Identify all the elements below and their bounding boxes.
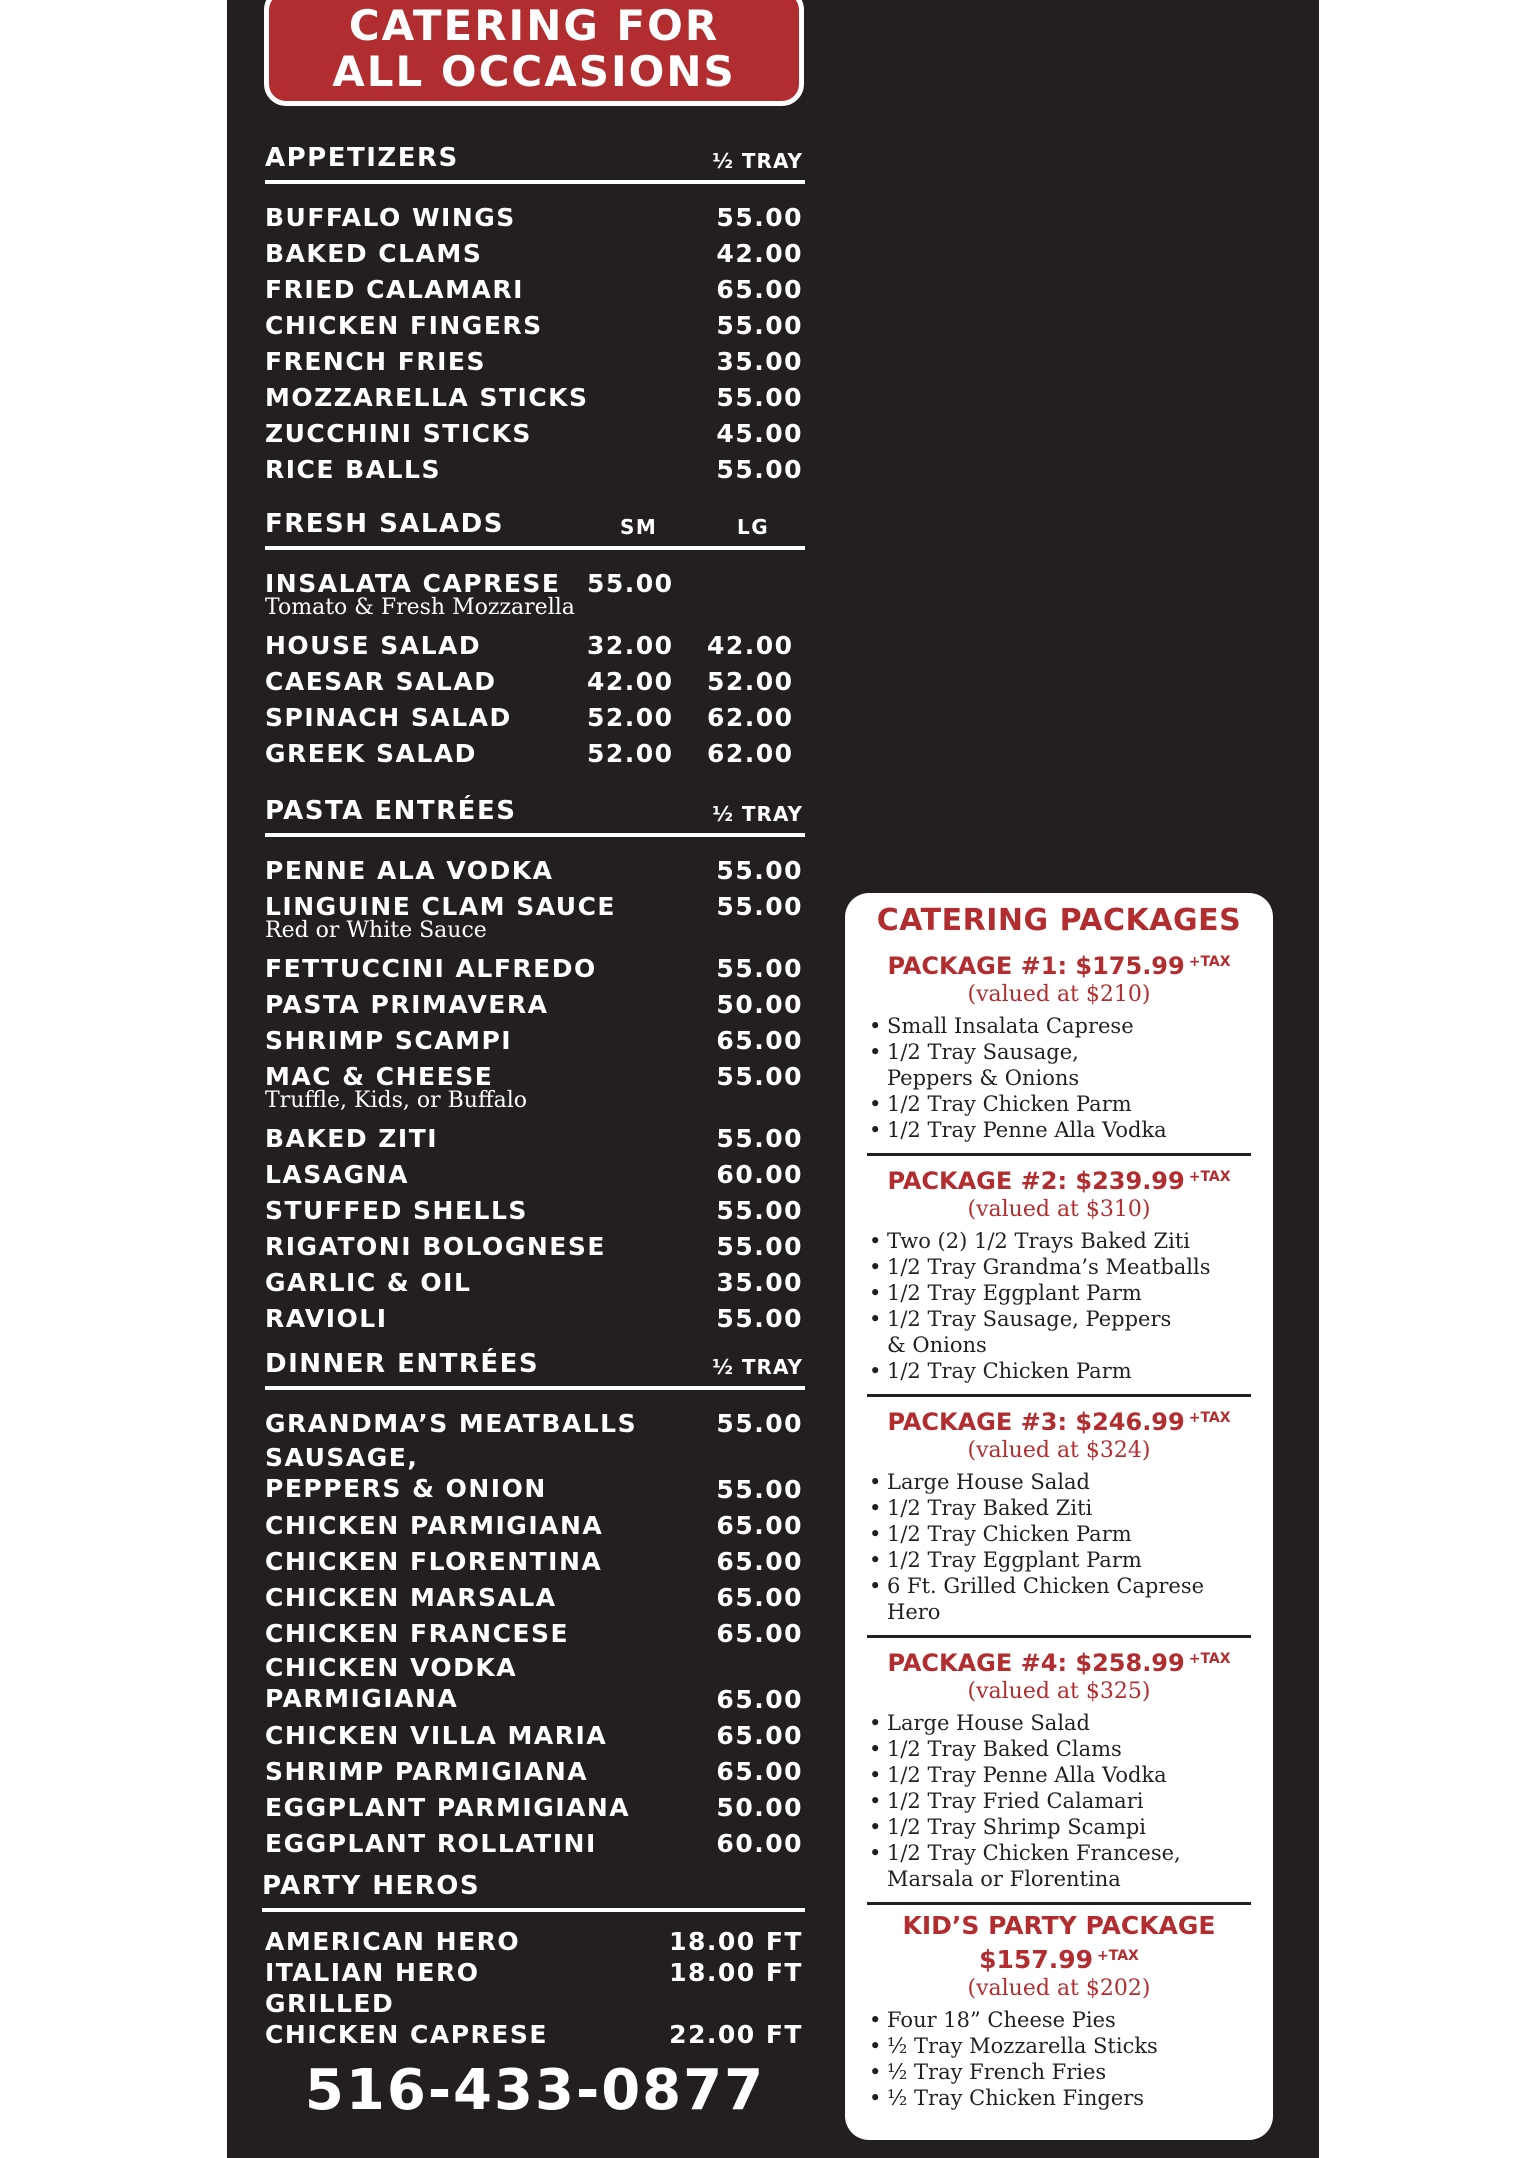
package-item-text: 1/2 Tray Chicken Francese, <box>887 1841 1181 1865</box>
item-name <box>265 1718 607 1754</box>
item-price: 50.00 <box>716 990 803 1019</box>
item-price: 65.00 <box>716 1757 803 1786</box>
menu-item-row <box>265 272 805 308</box>
item-name <box>265 1957 479 1988</box>
package-block <box>867 941 1251 1156</box>
item-name: FRENCH FRIES <box>265 347 487 376</box>
item-name: RICE BALLS <box>265 455 441 484</box>
item-name: FRIED CALAMARI <box>265 275 524 304</box>
kids-package-value: (valued at $202) <box>967 1976 1151 2001</box>
item-price: 65.00 <box>716 275 803 304</box>
dinner-section <box>265 1346 805 1862</box>
item-name: PENNE ALA VODKA <box>265 856 554 885</box>
menu-item-row <box>265 987 805 1023</box>
hero-item-row <box>265 1957 805 1988</box>
menu-item-row <box>265 1157 805 1193</box>
menu-item-row <box>265 1652 805 1718</box>
package-block <box>867 1638 1251 1905</box>
item-name <box>265 1826 597 1862</box>
menu-item-row <box>265 308 805 344</box>
item-price: 65.00 <box>716 1721 803 1750</box>
item-name <box>265 1442 547 1504</box>
item-name <box>265 1544 602 1580</box>
item-price: 18.00 FT <box>669 1927 803 1956</box>
item-name-line-1: AMERICAN HERO <box>265 1927 521 1956</box>
salads-heading: FRESH SALADS SM LG <box>265 506 805 550</box>
package-item <box>887 1469 1251 1495</box>
package-name-price: PACKAGE #4: $258.99 <box>887 1649 1185 1677</box>
kids-package-price: $157.99 <box>979 1945 1094 1974</box>
item-name: CHICKEN FINGERS <box>265 311 543 340</box>
item-price: 55.00 <box>716 1475 803 1504</box>
menu-item-row <box>265 1059 805 1121</box>
dinner-list <box>265 1406 805 1862</box>
menu-item-row <box>265 1193 805 1229</box>
item-price: 55.00 <box>716 892 803 921</box>
header-line-2: ALL OCCASIONS <box>332 47 736 96</box>
package-items <box>867 1469 1251 1625</box>
menu-item-row <box>265 566 805 628</box>
item-name: ZUCCHINI STICKS <box>265 419 532 448</box>
package-value: (valued at $310) <box>967 1197 1151 1222</box>
pasta-heading: PASTA ENTRÉES ½ TRAY <box>265 793 805 837</box>
package-item <box>887 1710 1251 1736</box>
item-price: 65.00 <box>716 1026 803 1055</box>
item-name-line-1: SAUSAGE, <box>265 1443 419 1472</box>
package-item <box>887 1228 1251 1254</box>
item-name <box>265 1406 637 1442</box>
package-item-text: 1/2 Tray Chicken Parm <box>887 1359 1132 1383</box>
menu-item-row <box>265 1121 805 1157</box>
dinner-unit: ½ TRAY <box>712 1355 803 1379</box>
heros-section <box>262 1868 805 2050</box>
menu-item-row <box>265 889 805 951</box>
item-name-line-1: GRILLED <box>265 1989 395 2018</box>
package-heading <box>867 1403 1251 1437</box>
item-name: MOZZARELLA STICKS <box>265 383 589 412</box>
package-item <box>887 1091 1251 1117</box>
pasta-unit: ½ TRAY <box>712 802 803 826</box>
item-price-sm: 52.00 <box>587 739 674 768</box>
menu-item-row <box>265 700 805 736</box>
item-price: 55.00 <box>716 954 803 983</box>
item-price: 55.00 <box>716 203 803 232</box>
item-price-lg: 62.00 <box>707 739 794 768</box>
package-tax: +TAX <box>1188 1651 1231 1667</box>
item-name: GREEK SALAD <box>265 739 477 768</box>
menu-item-row <box>265 1229 805 1265</box>
item-price: 65.00 <box>716 1583 803 1612</box>
menu-item-row <box>265 1265 805 1301</box>
packages-title: CATERING PACKAGES <box>876 903 1242 938</box>
item-name <box>265 1508 603 1544</box>
package-item-text: 1/2 Tray Eggplant Parm <box>887 1281 1142 1305</box>
package-item <box>887 1521 1251 1547</box>
package-tax: +TAX <box>1188 1410 1231 1426</box>
package-heading <box>867 947 1251 981</box>
package-item-text: 1/2 Tray Chicken Parm <box>887 1092 1132 1116</box>
package-value: (valued at $210) <box>967 982 1151 1007</box>
item-name: BAKED CLAMS <box>265 239 483 268</box>
package-value: (valued at $325) <box>967 1679 1151 1704</box>
salads-sm-label: SM <box>620 515 658 539</box>
package-value: (valued at $324) <box>967 1438 1151 1463</box>
item-price-lg: 52.00 <box>707 667 794 696</box>
package-item <box>887 1495 1251 1521</box>
item-price: 55.00 <box>716 311 803 340</box>
item-price: 50.00 <box>716 1793 803 1822</box>
item-price: 55.00 <box>716 1409 803 1438</box>
package-item-continuation: Marsala or Florentina <box>887 1867 1121 1891</box>
package-block <box>867 1156 1251 1397</box>
item-price-lg: 62.00 <box>707 703 794 732</box>
menu-item-row <box>265 1442 805 1508</box>
package-item-continuation: & Onions <box>887 1333 987 1357</box>
package-items <box>867 1228 1251 1384</box>
item-name: CAESAR SALAD <box>265 667 497 696</box>
catering-header-badge <box>264 0 804 106</box>
menu-item-row <box>265 628 805 664</box>
item-name-line-1: CHICKEN FLORENTINA <box>265 1547 603 1576</box>
menu-item-row <box>265 344 805 380</box>
item-name: RIGATONI BOLOGNESE <box>265 1232 606 1261</box>
item-price: 35.00 <box>716 1268 803 1297</box>
package-item-text: 1/2 Tray Grandma’s Meatballs <box>887 1255 1211 1279</box>
item-price: 55.00 <box>716 1124 803 1153</box>
menu-item-row <box>265 416 805 452</box>
item-name: HOUSE SALAD <box>265 631 482 660</box>
menu-item-row <box>265 1406 805 1442</box>
package-item <box>887 1788 1251 1814</box>
item-name <box>265 1790 630 1826</box>
package-item-text: Small Insalata Caprese <box>887 1014 1134 1038</box>
package-tax: +TAX <box>1188 1169 1231 1185</box>
item-name: SHRIMP SCAMPI <box>265 1026 513 1055</box>
package-item <box>887 1306 1251 1358</box>
item-price: 55.00 <box>716 455 803 484</box>
item-price: 55.00 <box>716 1304 803 1333</box>
package-item-text: 1/2 Tray Penne Alla Vodka <box>887 1763 1167 1787</box>
item-name: LASAGNA <box>265 1160 409 1189</box>
package-heading <box>867 1644 1251 1678</box>
package-name-price: PACKAGE #1: $175.99 <box>887 952 1185 980</box>
package-item-text: 1/2 Tray Baked Clams <box>887 1737 1122 1761</box>
item-name-line-2: PARMIGIANA <box>265 1684 459 1713</box>
package-item <box>887 1840 1251 1892</box>
appetizers-unit: ½ TRAY <box>712 149 803 173</box>
item-name: BAKED ZITI <box>265 1124 439 1153</box>
item-price: 65.00 <box>716 1619 803 1648</box>
item-name: LINGUINE CLAM SAUCE <box>265 892 616 921</box>
item-price: 55.00 <box>716 1062 803 1091</box>
dinner-heading: DINNER ENTRÉES ½ TRAY <box>265 1346 805 1390</box>
item-name: GARLIC & OIL <box>265 1268 472 1297</box>
package-item <box>887 1358 1251 1384</box>
item-price: 22.00 FT <box>669 2020 803 2049</box>
menu-item-row <box>265 1718 805 1754</box>
package-item: • ½ Tray French Fries <box>887 2059 1251 2085</box>
appetizers-heading: APPETIZERS ½ TRAY <box>265 140 805 184</box>
item-price-sm: 42.00 <box>587 667 674 696</box>
package-name-price: PACKAGE #3: $246.99 <box>887 1408 1185 1436</box>
item-name: MAC & CHEESE <box>265 1062 494 1091</box>
item-name-line-1: CHICKEN PARMIGIANA <box>265 1511 604 1540</box>
package-item-text: 1/2 Tray Sausage, Peppers <box>887 1307 1172 1331</box>
item-name: PASTA PRIMAVERA <box>265 990 549 1019</box>
kids-package-price-line <box>867 1941 1251 1975</box>
package-item: • Four 18” Cheese Pies <box>887 2007 1251 2033</box>
item-price: 35.00 <box>716 347 803 376</box>
salads-lg-label: LG <box>737 515 770 539</box>
menu-item-row <box>265 380 805 416</box>
menu-item-row <box>265 736 805 772</box>
package-item-text: 1/2 Tray Sausage, <box>887 1040 1079 1064</box>
package-item: • ½ Tray Mozzarella Sticks <box>887 2033 1251 2059</box>
menu-item-row <box>265 1544 805 1580</box>
item-description: Truffle, Kids, or Buffalo <box>265 1088 527 1113</box>
appetizers-section <box>265 140 805 488</box>
kids-package <box>867 1905 1251 2121</box>
menu-item-row <box>265 951 805 987</box>
item-name-line-2: CHICKEN CAPRESE <box>265 2020 548 2049</box>
item-name-line-1: CHICKEN VODKA <box>265 1653 518 1682</box>
item-name: BUFFALO WINGS <box>265 203 516 232</box>
menu-item-row <box>265 1580 805 1616</box>
salad-list <box>265 566 805 772</box>
item-name-line-2: PEPPERS & ONION <box>265 1474 547 1503</box>
package-item: • ½ Tray Chicken Fingers <box>887 2085 1251 2111</box>
item-price: 65.00 <box>716 1511 803 1540</box>
package-item <box>887 1547 1251 1573</box>
item-price: 55.00 <box>716 1232 803 1261</box>
package-item <box>887 1013 1251 1039</box>
package-list <box>867 941 1251 1905</box>
package-item <box>887 1736 1251 1762</box>
item-name-line-1: EGGPLANT ROLLATINI <box>265 1829 597 1858</box>
item-name-line-1: ITALIAN HERO <box>265 1958 480 1987</box>
package-item-text: Large House Salad <box>887 1470 1090 1494</box>
package-item-text: 1/2 Tray Eggplant Parm <box>887 1548 1142 1572</box>
salads-section <box>265 506 805 772</box>
package-item-text: 1/2 Tray Chicken Parm <box>887 1522 1132 1546</box>
item-price: 42.00 <box>716 239 803 268</box>
item-name: SPINACH SALAD <box>265 703 512 732</box>
item-name <box>265 1616 569 1652</box>
header-line-1: CATERING FOR <box>348 1 720 50</box>
package-item <box>887 1814 1251 1840</box>
pasta-section <box>265 793 805 1337</box>
item-name: FETTUCCINI ALFREDO <box>265 954 597 983</box>
menu-item-row <box>265 1508 805 1544</box>
item-price: 60.00 <box>716 1829 803 1858</box>
item-name-line-1: CHICKEN MARSALA <box>265 1583 557 1612</box>
item-price: 45.00 <box>716 419 803 448</box>
item-name-line-1: SHRIMP PARMIGIANA <box>265 1757 589 1786</box>
package-item-text: 6 Ft. Grilled Chicken Caprese Hero <box>887 1574 1205 1624</box>
package-item-text: Large House Salad <box>887 1711 1090 1735</box>
kids-package-title: KID’S PARTY PACKAGE <box>902 1911 1216 1940</box>
package-item <box>887 1039 1251 1091</box>
menu-item-row <box>265 236 805 272</box>
appetizer-list <box>265 200 805 488</box>
package-item-text: 1/2 Tray Shrimp Scampi <box>887 1815 1147 1839</box>
item-description: Red or White Sauce <box>265 918 487 943</box>
item-price: 55.00 <box>716 1196 803 1225</box>
package-name-price: PACKAGE #2: $239.99 <box>887 1167 1185 1195</box>
heros-heading: PARTY HEROS <box>262 1868 805 1912</box>
item-price: 55.00 <box>716 383 803 412</box>
catering-packages-card <box>845 893 1273 2140</box>
menu-item-row <box>265 1790 805 1826</box>
item-price-sm: 32.00 <box>587 631 674 660</box>
menu-item-row <box>265 1616 805 1652</box>
menu-item-row <box>265 1754 805 1790</box>
item-price: 18.00 FT <box>669 1958 803 1987</box>
hero-item-row <box>265 1988 805 2050</box>
package-item <box>887 1762 1251 1788</box>
item-price: 55.00 <box>716 856 803 885</box>
package-heading <box>867 1162 1251 1196</box>
item-price: 60.00 <box>716 1160 803 1189</box>
package-item <box>887 1254 1251 1280</box>
package-items <box>867 1013 1251 1143</box>
menu-item-row <box>265 1826 805 1862</box>
hero-list <box>265 1926 805 2050</box>
package-block <box>867 1397 1251 1638</box>
menu-item-row <box>265 1301 805 1337</box>
item-name: RAVIOLI <box>265 1304 388 1333</box>
item-name-line-1: EGGPLANT PARMIGIANA <box>265 1793 631 1822</box>
hero-item-row <box>265 1926 805 1957</box>
item-price: 65.00 <box>716 1547 803 1576</box>
item-name: STUFFED SHELLS <box>265 1196 528 1225</box>
package-item-text: 1/2 Tray Baked Ziti <box>887 1496 1093 1520</box>
menu-item-row <box>265 664 805 700</box>
item-price-sm: 55.00 <box>587 569 674 598</box>
package-item <box>887 1573 1251 1625</box>
package-items <box>867 1710 1251 1892</box>
package-item <box>887 1117 1251 1143</box>
package-item-text: 1/2 Tray Penne Alla Vodka <box>887 1118 1167 1142</box>
package-item-text: Two (2) 1/2 Trays Baked Ziti <box>887 1229 1191 1253</box>
kids-package-tax: +TAX <box>1097 1948 1139 1964</box>
item-price-lg: 42.00 <box>707 631 794 660</box>
menu-item-row <box>265 1023 805 1059</box>
menu-item-row <box>265 200 805 236</box>
item-name <box>265 1580 557 1616</box>
item-description: Tomato & Fresh Mozzarella <box>265 595 575 620</box>
item-name-line-1: CHICKEN FRANCESE <box>265 1619 570 1648</box>
item-name-line-1: CHICKEN VILLA MARIA <box>265 1721 608 1750</box>
package-item-text: 1/2 Tray Fried Calamari <box>887 1789 1144 1813</box>
menu-item-row <box>265 452 805 488</box>
item-name <box>265 1754 588 1790</box>
package-tax: +TAX <box>1188 954 1231 970</box>
item-price: 65.00 <box>716 1685 803 1714</box>
item-price-sm: 52.00 <box>587 703 674 732</box>
item-name <box>265 1988 548 2050</box>
pasta-list <box>265 853 805 1337</box>
phone-number[interactable]: 516-433-0877 <box>304 2058 766 2123</box>
package-item <box>887 1280 1251 1306</box>
item-name: INSALATA CAPRESE <box>265 569 561 598</box>
item-name-line-1: GRANDMA’S MEATBALLS <box>265 1409 638 1438</box>
item-name <box>265 1926 520 1957</box>
package-item-continuation: Peppers & Onions <box>887 1066 1080 1090</box>
item-name <box>265 1652 517 1714</box>
menu-item-row <box>265 853 805 889</box>
kids-package-items <box>867 2007 1251 2111</box>
